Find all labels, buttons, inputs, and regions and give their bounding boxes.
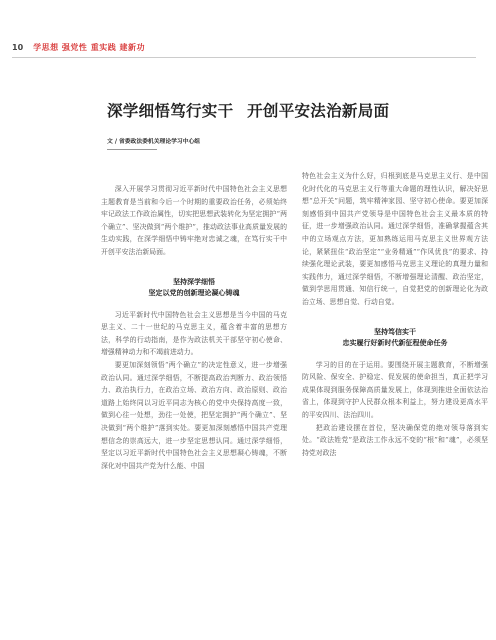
page-header	[12, 40, 145, 54]
paragraph: 学习的目的在于运用。要围绕开展主题教育，不断增强防风险、保安全、护稳定、促发展的使命担当，真正把学习成果体现到服务保障高质量发展上，体现到推进全面依法治省上，体现到守护人民群众根本利益上，努力建设更高水平的平安四川、法治四川。	[302, 360, 488, 419]
paragraph: 深入开展学习贯彻习近平新时代中国特色社会主义思想主题教育是当前和今后一个时期的重要政治任务，必须始终牢记政法工作政治属性，切实把思想武装转化为坚定拥护“两个确立”、坚决做到“两个维护”，推动政法事业高质量发展的生动实践，在深学细悟中铸牢绝对忠诚之魂，在笃行实干中开创平安法治新局面。	[101, 185, 287, 256]
paragraph: 把政治建设摆在首位，坚决确保党的绝对领导落到实处。“政法姓党”是政法工作永远不变的“根”和“魂”，必须坚持党对政法	[302, 423, 488, 457]
right-column	[302, 170, 488, 459]
subheading-line: 坚持笃信实干	[374, 327, 416, 336]
left-column	[101, 183, 287, 472]
article-title: 深学细悟笃行实干 开创平安法治新局面	[107, 101, 390, 120]
subheading-line: 坚持深学细悟	[173, 277, 215, 286]
paragraph: 要更加深刻领悟“两个确立”的决定性意义，进一步增强政治认同。通过深学细悟，不断提高政治判断力、政治领悟力、政治执行力，在政治立场、政治方向、政治原则、政治道路上始终同以习近平同志为核心的党中央保持高度一致，做到心往一处想，劲往一处使，把坚定拥护“两个确立”、坚决做到“两个维护”落到实处。要更加深刻感悟中国共产党理想信念的崇高远大，进一步坚定思想认同。通过深学细悟，坚定以习近平新时代中国特色社会主义思想凝心铸魂，不断深化对中国共产党为什么能、中国	[101, 360, 287, 470]
subheading-line: 坚定以党的创新理论凝心铸魂	[148, 288, 240, 297]
paragraph: 习近平新时代中国特色社会主义思想是当今中国的马克思主义、二十一世纪的马克思主义，蕴含着丰富的思想方法，科学的行动指南，是作为政法机关干部坚守初心使命、增强精神动力和不竭前进动力。	[101, 310, 287, 357]
byline-divider	[107, 149, 157, 150]
subheading-line: 忠实履行好新时代新征程使命任务	[342, 338, 448, 347]
header-divider	[12, 57, 476, 58]
article-byline: 文 / 省委政法委机关理论学习中心组	[107, 139, 201, 145]
subheading	[302, 327, 488, 349]
section-title: 学思想 强党性 重实践 建新功	[33, 42, 145, 52]
paragraph: 特色社会主义为什么好，归根到底是马克思主义行、是中国化时代化的马克思主义行等重大命题的理性认识，解决好思想“总开关”问题，筑牢精神家园、坚守初心使命。要更加深刻感悟到中国共产党领导是中国特色社会主义最本质的特征，进一步增强政治认同。通过深学细悟，准确掌握蕴含其中的立场观点方法，更加熟练运用马克思主义世界观方法论，紧紧扭住“政治坚定”“业务精通”“作风优良”的要求、持续强化理论武装，要更加感悟马克思主义理论的真理力量和实践伟力，通过深学细悟，不断增强理论清醒、政治坚定，做到学思用贯通、知信行统一，自觉把党的创新理论化为政治立场、思想自觉、行动自觉。	[302, 172, 488, 306]
subheading	[101, 277, 287, 299]
page-number: 10	[12, 42, 24, 52]
